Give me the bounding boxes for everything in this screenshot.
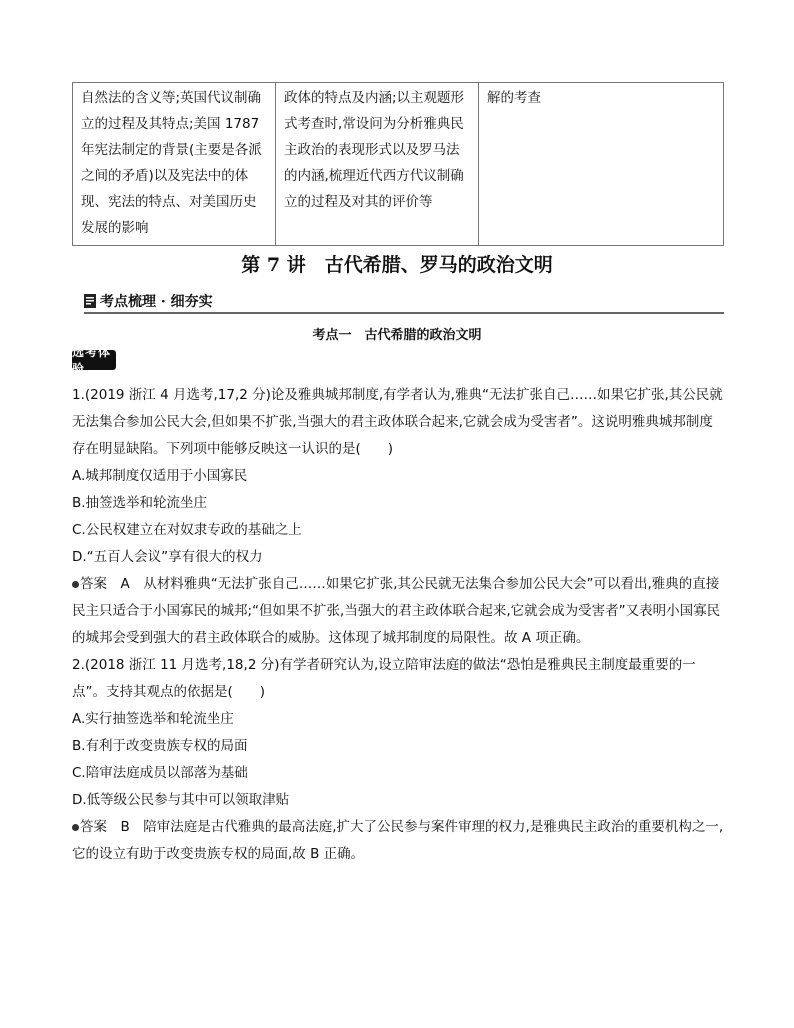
lecture-title: 第 7 讲 古代希腊、罗马的政治文明	[241, 254, 553, 276]
question-1-option-c: C.公民权建立在对奴隶专政的基础之上	[72, 522, 302, 538]
question-2-option-c: C.陪审法庭成员以部落为基础	[72, 765, 248, 781]
section-tag	[84, 291, 213, 311]
question-2-answer-text: 答案 B 陪审法庭是古代雅典的最高法庭,扩大了公民参与案件审理的权力,是雅典民主政治的重要机构之一,它的设立有助于改变贵族专权的局面,故 B 正确。	[72, 819, 724, 862]
question-1-option-d: D.“五百人会议”享有很大的权力	[72, 549, 263, 565]
question-2-option-d: D.低等级公民参与其中可以领取津贴	[72, 792, 290, 808]
exam-badge: 选考体验	[72, 350, 116, 370]
question-1-option-b: B.抽签选举和轮流坐庄	[72, 495, 208, 511]
question-2-stem: 2.(2018 浙江 11 月选考,18,2 分)有学者研究认为,设立陪审法庭的做法“恐怕是雅典民主制度最重要的一点”。支持其观点的依据是( )	[72, 657, 696, 700]
table-cell-col2: 政体的特点及内涵;以主观题形式考查时,常设问为分析雅典民主政治的表现形式以及罗马法的内涵,梳理近代西方代议制确立的过程及对其的评价等	[276, 83, 479, 245]
book-icon	[84, 294, 96, 308]
question-2-option-a: A.实行抽签选举和轮流坐庄	[72, 711, 234, 727]
question-1-answer-text: 答案 A 从材料雅典“无法扩张自己……如果它扩张,其公民就无法集合参加公民大会”可以看出,雅典的直接民主只适合于小国寡民的城邦;“但如果不扩张,当强大的君主政体联合起来,它就会成为受害者”又表明小国寡民的城邦会受到强大的君主政体联合的威胁。这体现了城邦制度的局限性。故 A 项正确。	[72, 576, 721, 646]
question-1-answer	[72, 571, 724, 652]
question-1-stem: 1.(2019 浙江 4 月选考,17,2 分)论及雅典城邦制度,有学者认为,雅典“无法扩张自己……如果它扩张,其公民就无法集合参加公民大会,但如果不扩张,当强大的君主政体联合起来,它就会成为受害者”。这说明雅典城邦制度存在明显缺陷。下列项中能够反映这一认识的是( )	[72, 387, 723, 457]
section-tag-label: 考点梳理 · 细夯实	[100, 294, 213, 310]
section-header	[84, 290, 724, 314]
table-cell-col1: 自然法的含义等;英国代议制确立的过程及其特点;美国 1787 年宪法制定的背景(主要是各派之间的矛盾)以及宪法中的体现、宪法的特点、对美国历史发展的影响	[73, 83, 276, 245]
requirements-table	[72, 82, 724, 246]
question-2-option-b: B.有利于改变贵族专权的局面	[72, 738, 248, 754]
question-1-option-a: A.城邦制度仅适用于小国寡民	[72, 468, 248, 484]
answer-icon	[72, 581, 79, 588]
answer-icon	[72, 824, 79, 831]
questions	[72, 382, 724, 868]
table-cell-col3: 解的考查	[487, 90, 541, 106]
question-2-answer	[72, 814, 724, 868]
topic-title: 考点一 古代希腊的政治文明	[312, 328, 482, 343]
